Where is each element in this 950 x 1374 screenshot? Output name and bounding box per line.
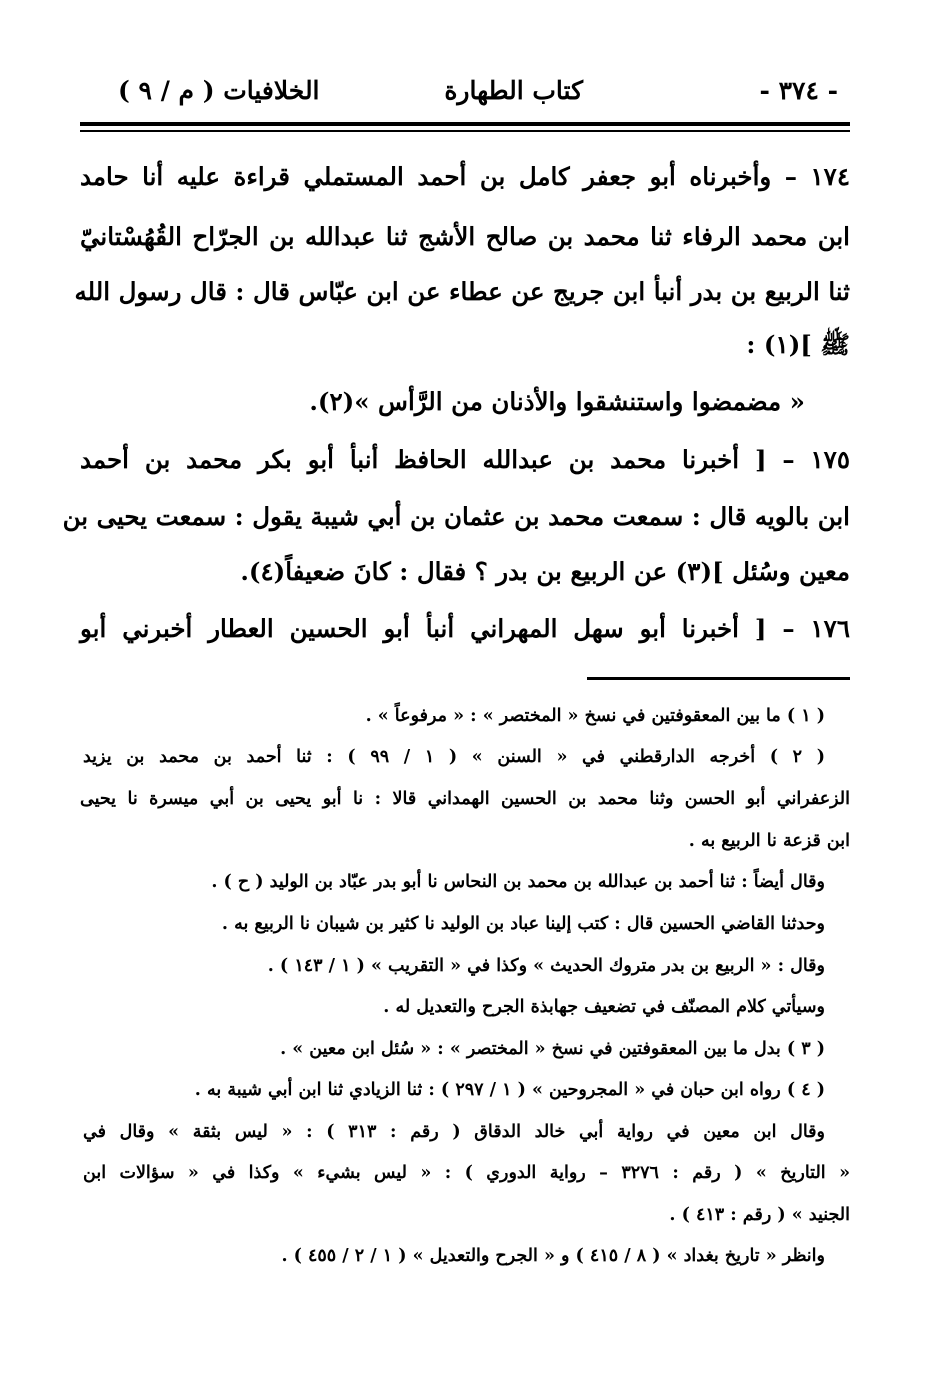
text-line: معين وسُئل ](٣) عن الربيع بن بدر ؟ فقال : كانَ ضعيفاً(٤). bbox=[240, 557, 850, 586]
book-title: كتاب الطهارة bbox=[444, 76, 583, 105]
footnote-line: وقال أيضاً : ثنا أحمد بن عبدالله بن محمد بن النحاس نا أبو بدر عبّاد بن الوليد ( ح ) . bbox=[211, 872, 825, 892]
header-rule-thin bbox=[80, 130, 850, 132]
footnote-line: ابن قزعة نا الربيع به . bbox=[688, 831, 850, 851]
page-number: - ٣٧٤ - bbox=[759, 76, 838, 105]
footnote-line: وحدثنا القاضي الحسين قال : كتب إلينا عباد بن الوليد نا كثير بن شيبان نا الربيع به . bbox=[221, 914, 825, 934]
footnote-line: ( ٤ ) رواه ابن حبان في « المجروحين » ( ١ / ٢٩٧ ) : ثنا الزيادي ثنا ابن أبي شيبة به . bbox=[194, 1080, 825, 1100]
section-title: الخلافيات ( م / ٩ ) bbox=[118, 76, 320, 105]
footnote-line: ( ٣ ) بدل ما بين المعقوفتين في نسخ « المختصر » : « سُئل ابن معين » . bbox=[280, 1039, 825, 1059]
text-line: ابن بالويه قال : سمعت محمد بن عثمان بن أبي شيبة يقول : سمعت يحيى بن bbox=[62, 502, 850, 531]
footnote-line: « التاريخ » ( رقم : ٣٢٧٦ – رواية الدوري ) : « ليس بشيء » وكذا في « سؤالات ابن bbox=[83, 1163, 851, 1183]
footnote-line: الجنيد » ( رقم : ٤١٣ ) . bbox=[669, 1205, 850, 1225]
page-header bbox=[118, 72, 838, 112]
text-line: ﷺ ](١) : bbox=[746, 330, 850, 359]
footnote-line: الزعفراني أبو الحسن وثنا محمد بن الحسين الهمداني قالا : نا أبو يحيى بن أبي ميسرة نا يحيى bbox=[80, 789, 850, 809]
header-rule-thick bbox=[80, 122, 850, 126]
footnote-line: وانظر « تاريخ بغداد » ( ٨ / ٤١٥ ) و « الجرح والتعديل » ( ١ / ٢ / ٤٥٥ ) . bbox=[281, 1246, 825, 1266]
footnote-line: وقال ابن معين في رواية أبي خالد الدقاق ( رقم : ٣١٣ ) : « ليس بثقة » وقال في bbox=[83, 1122, 825, 1142]
footnote-line: ( ١ ) ما بين المعقوفتين في نسخ « المختصر » : « مرفوعاً » . bbox=[365, 706, 825, 726]
text-line: ثنا الربيع بن بدر أنبأ ابن جريج عن عطاء عن ابن عبّاس قال : قال رسول الله bbox=[74, 277, 850, 306]
text-line: ١٧٤ – وأخبرناه أبو جعفر كامل بن أحمد المستملي قراءة عليه أنا حامد bbox=[80, 162, 850, 191]
footnote-line: وسيأتي كلام المصنّف في تضعيف جهابذة الجرح والتعديل له . bbox=[383, 997, 825, 1017]
footnote-line: ( ٢ ) أخرجه الدارقطني في « السنن » ( ١ / ٩٩ ) : ثنا أحمد بن محمد بن يزيد bbox=[83, 747, 826, 767]
text-line: ١٧٥ – [ أخبرنا محمد بن عبدالله الحافظ أنبأ أبو بكر محمد بن أحمد bbox=[80, 445, 850, 474]
text-line: ١٧٦ – [ أخبرنا أبو سهل المهراني أنبأ أبو الحسين العطار أخبرني أبو bbox=[80, 614, 850, 643]
footnote-separator bbox=[587, 677, 850, 680]
text-line: ابن محمد الرفاء ثنا محمد بن صالح الأشج ثنا عبدالله بن الجرّاح القُهُسْتانيّ bbox=[80, 222, 850, 251]
footnote-line: وقال : « الربيع بن بدر متروك الحديث » وكذا في « التقريب » ( ١ / ١٤٣ ) . bbox=[267, 956, 825, 976]
hadith-quote: « مضمضوا واستنشقوا والأذنان من الرَّأس »(٢). bbox=[309, 387, 805, 416]
